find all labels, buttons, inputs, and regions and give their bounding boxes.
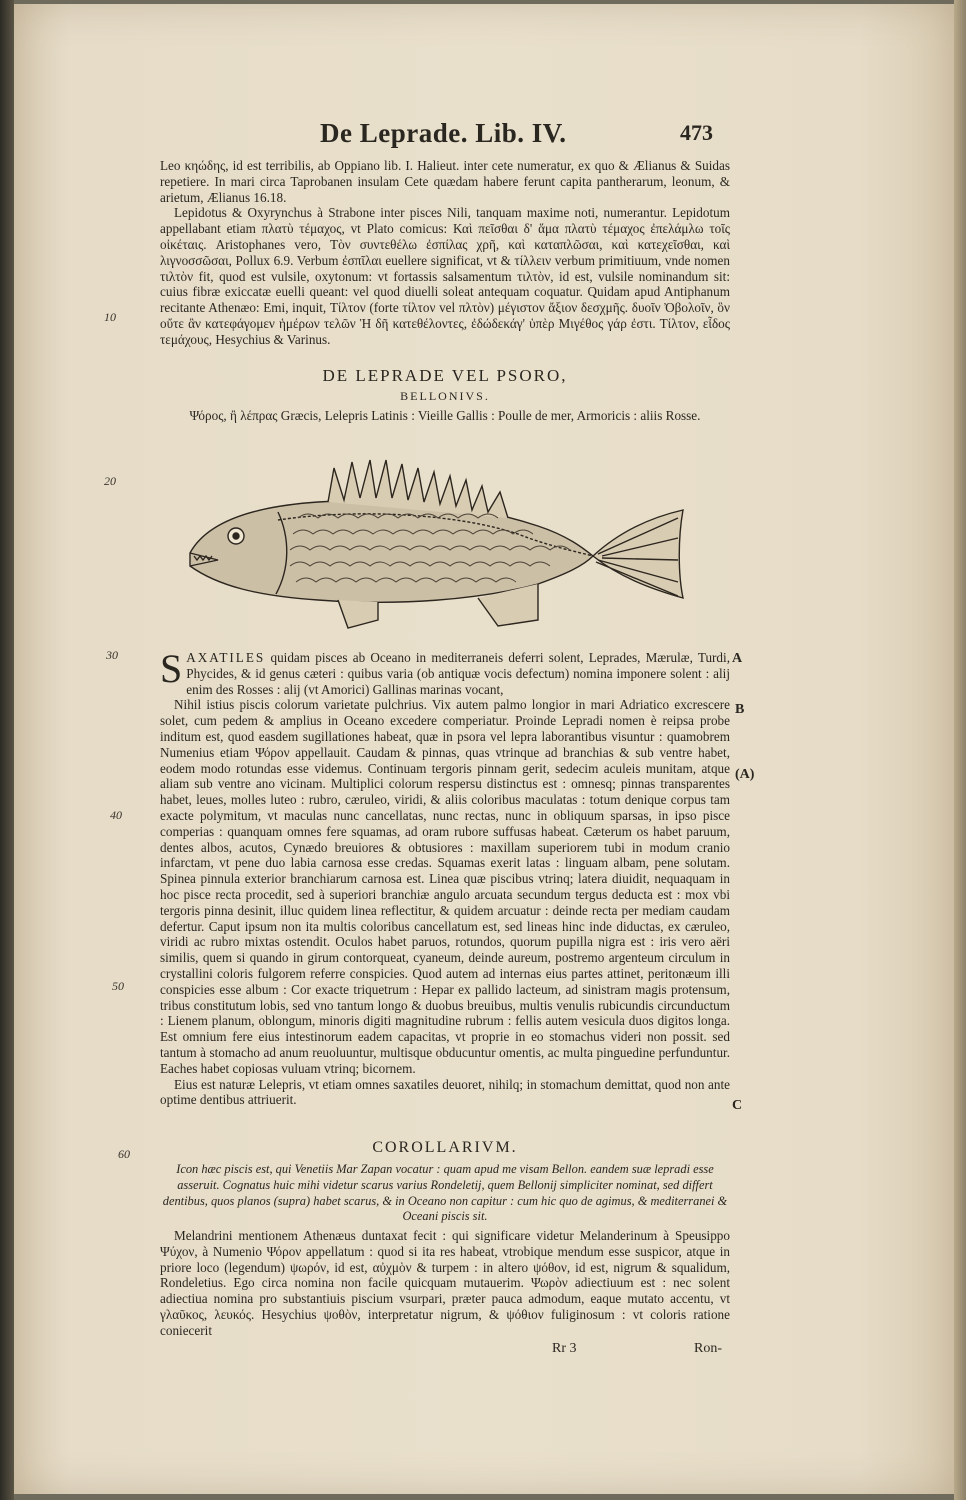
corollarium-italic: Icon hæc piscis est, qui Venetiis Mar Zapan vocatur : quam apud me visam Bellon. eandem suæ lepradi esse asseruit. Cognatus huic mihi videtur scarus varius Rondeletij, quem Bellonij simpliciter nominat, sed differt dentibus, quos planos (supra) habet scarus, & in Oceano non capitur : cum hic quo de agimus, & mediterranei & Oceani piscis sit. (162, 1162, 728, 1224)
section-names: Ψόρος, ἢ λέπρας Græcis, Lelepris Latinis : Vieille Gallis : Poulle de mer, Armoricis : aliis Rosse. (189, 408, 701, 423)
margin-number-30: 30 (106, 648, 118, 662)
intro-paragraph-2: Lepidotus & Oxyrynchus à Strabone inter pisces Nili, tanquam maxime noti, numerantur. Lepidotum appellabant etiam πλατὺ τέμαχος, vt Plato comicus: Καὶ πεῖσθαι δ' ἅμα πλατὺ τέμαχος ἐπελάμλω τοῖς οἰκέταις. Aristophanes vero, Τὸν συντεθέλω ἐσπίλας χρῆ, καὶ καταπλῶσαι, καὶ κατεχεῖσθαι, καὶ λιγνοσσῶσαι, Pollux 6.9. Verbum ἐσπῖλαι euellere significat, vt & τίλλειν verbum primitiuum, vnde nomen τιλτὸν fit, quod est vulsile, oxytonum: vt fortassis salsamentum τιλτὸν, id est, vulsile nominandum sit: cuius fibræ exiccatæ euelli queant: vel quod diuelli soleat antequam coquatur. Quidam apud Antiphanum recitante Athenæo: Emi, inquit, Τίλτον (forte τίλτον vel πλτὸν) μέγιστον ἄξιον δεσχμῆς. δυοῖν Ὀβολοῖν, ὃν οὔτε ἂν κατεφάγομεν ἡμέρων τελῶν Ἡ δῆ κατεθέλοντες, ἐδώδεκάγ' ὑπὲρ Μιγέθος γάρ ἐστι. Τίλτον, εἶδος τεμάχους, Hesychius & Varinus. (160, 205, 730, 347)
margin-number-50: 50 (112, 979, 124, 993)
margin-number-40: 40 (110, 808, 122, 822)
margin-number-60: 60 (118, 1147, 130, 1161)
margin-letter-b: B (735, 702, 745, 717)
margin-number-10: 10 (104, 310, 116, 324)
drop-cap: S (160, 646, 183, 691)
margin-letter-a-paren: (A) (735, 767, 755, 782)
intro-paragraph-1: Leo κηώδης, id est terribilis, ab Oppiano lib. I. Halieut. inter cete numeratur, ex quo & Ælianus & Suidas repetiere. In mari circa Taprobanen insulam Cete quædam habere ferunt capita pantherarum, leonum, & arietum, Ælianus 16.18. (160, 158, 730, 205)
body-paragraph-2: Nihil istius piscis colorum varietate pulchrius. Vix autem palmo longior in mari Adriatico excrescere solet, cum pedem & amplius in Oceano excedere comperiatur. Proinde Lepradi nomen è reipsa probe inditum est, quod easdem sugillationes habeat, quæ in psora vel lepra laborantibus visuntur : quamobrem Numenius etiam Ψόρον appellauit. Caudam & pinnas, quas vtrinque ad branchias & sub ventre habet, eodem modo rotundas esse videmus. Continuam tergoris pinnam gerit, sedecim aculeis munitam, atque aliam sub ventre ano vicinam. Multiplici colorum respersu distinctus est : omnesq; pinnas transparentes habet, leues, molles luteo : rubro, cæruleo, viridi, & aliis coloribus maculatas : totum denique corpus tam exacte polymitum, vt maculas nunc cancellatas, nunc rectas, nunc in obliquum sparsas, in ipso pisce comperias : quanquam omnes fere squamas, ad oram rubore suffusas habeat. Cæterum os habet paruum, dentes albos, acutos, Cynædo breuiores & obtusiores : maxillam superiorem tubi in modum cranio infarctam, vt pene duo labia carnosa esse credas. Squamas exerit latas : linguam albam, pene solutam. Spinea pinnula exterior branchiarum carnosa est. Linea quæ piscibus vtrinq; latera diuidit, nequaquam in hoc pisce recta procedit, sed à superiori branchiæ angulo arcuata secundum tergus deducta est : mox vbi tergoris pinna desinit, illuc quidem linea reflectitur, & quidem arcuatur : deinde recta per mediam caudam defertur. Caput ipsum non ita multis coloribus cancellatum est, sed lineas hinc inde diductas, ex cæruleo, viridi ac rubro mixtas ostendit. Oculos habet paruos, rotundos, quorum pupilla nigra est : iris vero aëri similis, quem si quando in girum contorqueat, cyaneum, deinde aureum, postremo argenteum circulum in crystallini coloris fulgorem referre conspicies. Quod autem ad internas eius partes attinet, peritonæum illi conspicies esse album : Cor exacte triquetrum : Hepar ex pallido lacteum, ad sinistram magis protensum, tribus constitutum lobis, sed vno tantum longo & duobus breuibus, multis venulis rubicundis circunductum : Lienem planum, oblongum, minoris digiti magnitudine rubrum : fellis autem vesicula duos digitos longa. Est omnium fere eius intestinorum eadem capacitas, vt proprie in eo stomachus videri non possit. sed tantum à stomacho ad anum reuoluuntur, multisque obducuntur omentis, ac multa pinguedine perfunduntur. Eaches habet copiosas vuluam vtrinq; bicornem. (160, 697, 730, 1076)
section-title: DE LEPRADE VEL PSORO, (322, 366, 568, 385)
body-lead-word: AXATILES (186, 650, 266, 665)
book-binding (0, 0, 14, 1500)
fish-illustration (178, 448, 698, 643)
section-author: BELLONIVS. (400, 389, 490, 403)
body-paragraph-1 (160, 646, 730, 697)
page-header (320, 118, 713, 158)
signature-mark: Rr 3 (552, 1341, 577, 1356)
page-edge (954, 0, 966, 1500)
corollarium-title: COROLLARIVM. (372, 1139, 518, 1156)
running-head: De Leprade. Lib. IV. (320, 118, 567, 148)
catchword: Ron- (694, 1341, 722, 1356)
page-number: 473 (680, 120, 713, 145)
corollarium-paragraph: Melandrini mentionem Athenæus duntaxat fecit : qui significare videtur Melanderinum à Speusippo Ψύχον, à Numenio Ψόρον appellatum : quod si ita res habeat, vtrobique mendum esse suspicor, atque in priore loco (legendum) ψωρόν, id est, αὐχμὸν & turpem : in altero ψόθον, id est, nigrum & squalidum, Rondeletius. Ego circa nomina non facile quicquam mutauerim. Ψωρὸν adiectiuum est : nec solent adiectiua nomina pro substantiuis piscium vsurpari, præter pauca admodum, eaque mutato accentu, vt γλαῦκος, λευκός. Hesychius ψοθὸν, interpretatur nigrum, & ψόθιον fuliginosum : vt coloris ratione coniecerit (160, 1228, 730, 1338)
body-paragraph-3: Eius est naturæ Lelepris, vt etiam omnes saxatiles deuoret, nihilq; in stomachum demittat, quod non ante optime dentibus attriuerit. (160, 1076, 730, 1108)
margin-letter-a: A (732, 651, 743, 666)
intro-text (160, 158, 730, 348)
body-paragraph-1-text: quidam pisces ab Oceano in mediterraneis deferri solent, Leprades, Mærulæ, Turdi, Phycides, & id genus cæteri : quibus varia (ob antiquæ vocis defectum) nomina imponere solent : alij enim des Rosses : alij (vt Amorici) Gallinas marinas vocant, (186, 650, 730, 697)
margin-number-20: 20 (104, 474, 116, 488)
body-text (160, 646, 730, 1108)
corollarium-text (160, 1228, 730, 1339)
margin-letter-c: C (732, 1098, 743, 1113)
